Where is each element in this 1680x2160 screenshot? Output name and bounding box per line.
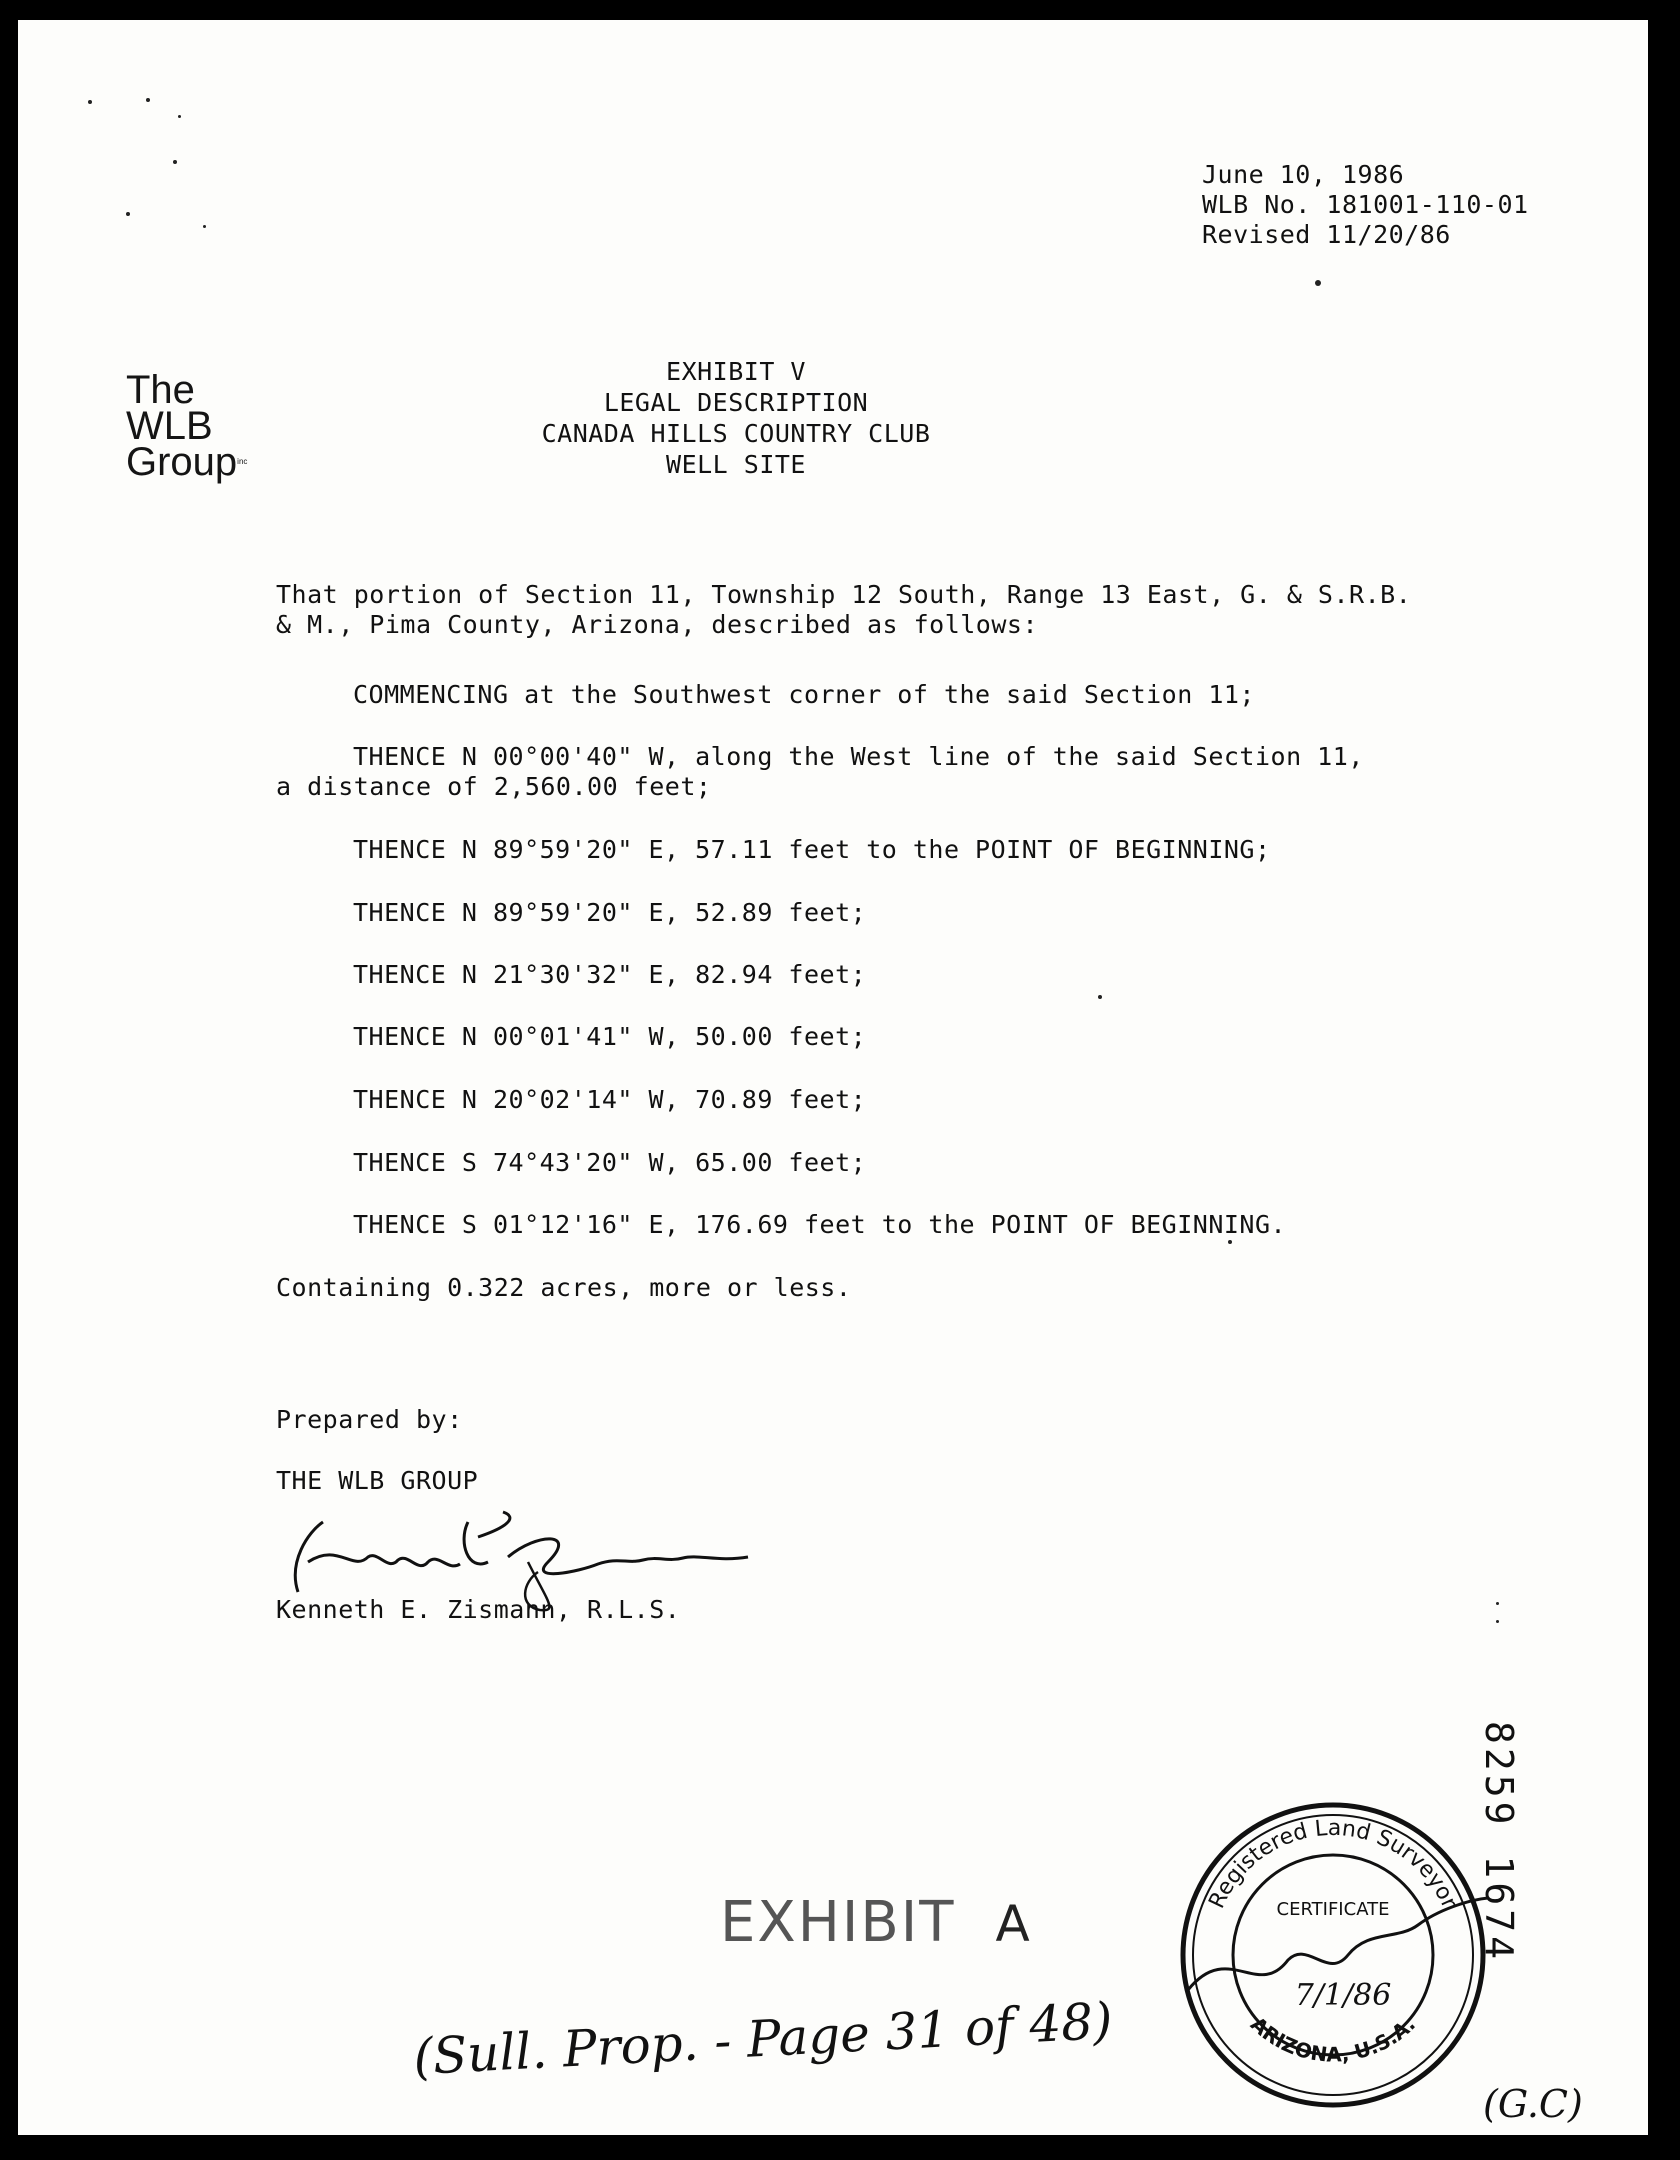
- exhibit-a-letter: A: [995, 1895, 1032, 1953]
- document-title: [506, 356, 966, 480]
- logo-line-3: Groupinc: [126, 440, 248, 484]
- commencing-line: COMMENCING at the Southwest corner of the said Section 11;: [353, 680, 1255, 709]
- intro-paragraph: [276, 580, 1476, 640]
- title-club-name: CANADA HILLS COUNTRY CLUB: [541, 419, 931, 448]
- title-legal-description: LEGAL DESCRIPTION: [603, 388, 869, 417]
- thence-line-7: THENCE S 74°43'20" W, 65.00 feet;: [353, 1148, 867, 1177]
- logo-line-1: The: [126, 368, 195, 412]
- revised-date: Revised 11/20/86: [1202, 220, 1451, 249]
- recording-number: 8259 1674: [1476, 1721, 1521, 1963]
- thence-line-5: THENCE N 00°01'41" W, 50.00 feet;: [353, 1022, 867, 1051]
- surveyor-seal-icon: [1168, 1790, 1498, 2120]
- document-header: [1202, 160, 1529, 250]
- svg-text:CERTIFICATE: CERTIFICATE: [1276, 1899, 1390, 1920]
- handwritten-page-note: (Sull. Prop. - Page 31 of 48): [411, 1991, 1114, 2087]
- intro-line-1: That portion of Section 11, Township 12 South, Range 13 East, G. & S.R.B.: [276, 580, 1412, 609]
- thence-line-3: THENCE N 89°59'20" E, 52.89 feet;: [353, 898, 867, 927]
- thence-line-8: THENCE S 01°12'16" E, 176.69 feet to the POINT OF BEGINNING.: [353, 1210, 1287, 1239]
- thence-line-4: THENCE N 21°30'32" E, 82.94 feet;: [353, 960, 867, 989]
- document-page: [18, 20, 1648, 2135]
- wlb-group-logo: [126, 368, 248, 484]
- handwritten-initials: (G.C): [1483, 2082, 1583, 2126]
- thence-line-1a: THENCE N 00°00'40" W, along the West line of the said Section 11,: [353, 742, 1364, 771]
- prepared-company: THE WLB GROUP: [276, 1466, 479, 1495]
- exhibit-a-text: EXHIBIT: [720, 1890, 956, 1955]
- svg-text:7/1/86: 7/1/86: [1294, 1978, 1392, 2013]
- thence-line-1b: a distance of 2,560.00 feet;: [276, 772, 712, 801]
- svg-text:ARIZONA, U.S.A.: ARIZONA, U.S.A.: [1246, 2011, 1420, 2067]
- title-exhibit: EXHIBIT V: [666, 357, 806, 386]
- logo-line-2: WLB: [126, 404, 213, 448]
- logo-suffix: inc: [237, 457, 248, 466]
- prepared-by-label: Prepared by:: [276, 1405, 463, 1434]
- document-date: June 10, 1986: [1202, 160, 1405, 189]
- exhibit-a-stamp: [720, 1890, 1032, 1955]
- surveyor-name: Kenneth E. Zismann, R.L.S.: [276, 1595, 681, 1624]
- wlb-number: WLB No. 181001-110-01: [1202, 190, 1529, 219]
- thence-line-2: THENCE N 89°59'20" E, 57.11 feet to the POINT OF BEGINNING;: [353, 835, 1271, 864]
- containing-line: Containing 0.322 acres, more or less.: [276, 1273, 852, 1302]
- thence-line-6: THENCE N 20°02'14" W, 70.89 feet;: [353, 1085, 867, 1114]
- svg-text:Registered Land Surveyor: Registered Land Surveyor: [1204, 1815, 1462, 1913]
- intro-line-2: & M., Pima County, Arizona, described as follows:: [276, 610, 1039, 639]
- title-well-site: WELL SITE: [666, 450, 806, 479]
